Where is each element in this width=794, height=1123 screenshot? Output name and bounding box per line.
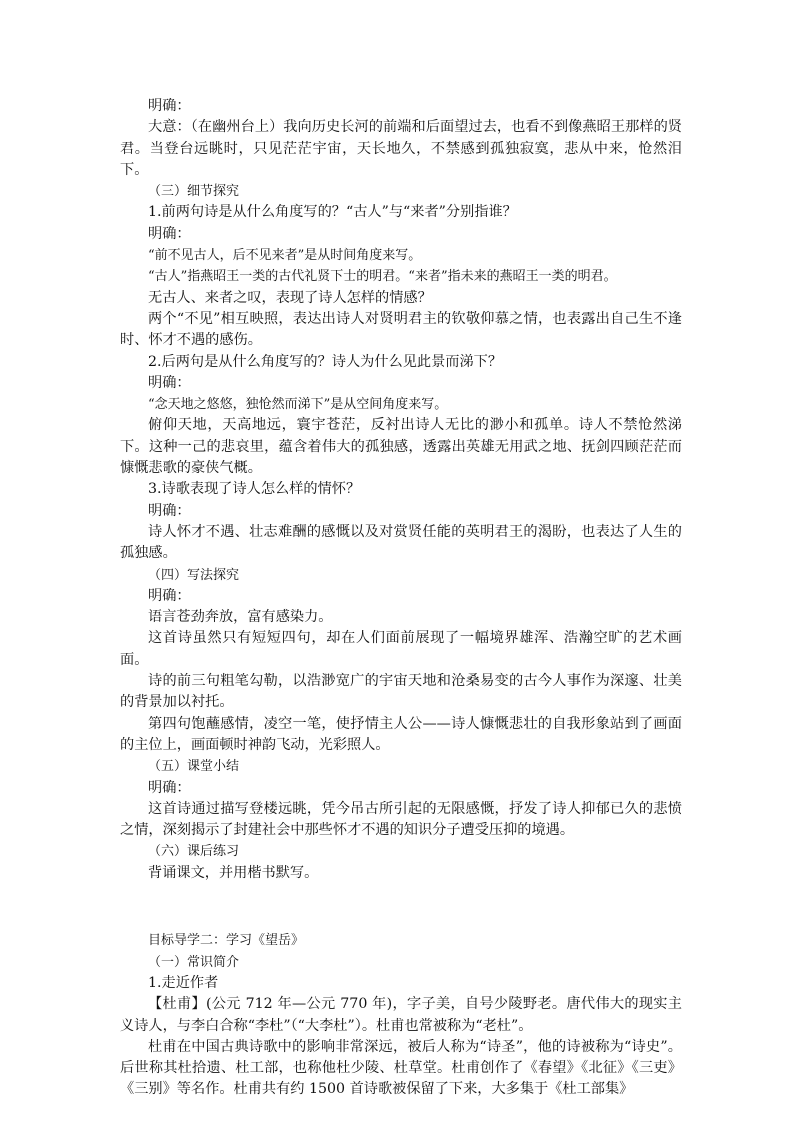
paragraph: 两个“不见”相互映照，表达出诗人对贤明君主的钦敬仰慕之情，也表露出自己生不逢时、怀才不遇的感伤。 <box>120 310 682 349</box>
paragraph: 杜甫在中国古典诗歌中的影响非常深远，被后人称为“诗圣”，他的诗被称为“诗史”。后世称其杜拾遗、杜工部，也称他杜少陵、杜草堂。杜甫创作了《春望》《北征》《三吏》《三别》等名作。杜甫共有约 1500 首诗歌被保留了下来，大多集于《杜工部集》 <box>120 1038 682 1098</box>
paragraph: 第四句饱蘸感情，凌空一笔，使抒情主人公——诗人慷慨悲壮的自我形象站到了画面的主位上，画面顿时神韵飞动，光彩照人。 <box>120 715 682 753</box>
paragraph: 背诵课文，并用楷书默写。 <box>148 864 319 881</box>
paragraph: 明确： <box>148 587 191 604</box>
paragraph: 明确： <box>148 779 191 796</box>
paragraph: 无古人、来者之叹，表现了诗人怎样的情感？ <box>148 289 432 306</box>
paragraph: “念天地之悠悠，独怆然而涕下”是从空间角度来写。 <box>148 397 448 413</box>
paragraph: “前不见古人，后不见来者”是从时间角度来写。 <box>148 248 422 264</box>
paragraph: 明确： <box>148 502 191 519</box>
paragraph: 语言苍劲奔放，富有感染力。 <box>148 609 333 626</box>
paragraph: 3.诗歌表现了诗人怎么样的情怀？ <box>148 481 361 498</box>
paragraph: 大意：（在幽州台上）我向历史长河的前端和后面望过去，也看不到像燕昭王那样的贤君。当登台远眺时，只见茫茫宇宙，天长地久，不禁感到孤独寂寞，悲从中来，怆然泪下。 <box>120 119 682 178</box>
paragraph: （五）课堂小结 <box>148 759 240 775</box>
paragraph: （四）写法探究 <box>148 567 240 583</box>
paragraph: 明确： <box>148 98 191 114</box>
paragraph: 俯仰天地，天高地远，寰宇苍茫，反衬出诗人无比的渺小和孤单。诗人不禁怆然涕下。这种一己的悲哀里，蕴含着伟大的孤独感，透露出英雄无用武之地、抚剑四顾茫茫而慷慨悲歌的豪侠气概。 <box>120 417 682 477</box>
paragraph: 【杜甫】(公元 712 年—公元 770 年)，字子美，自号少陵野老。唐代伟大的现实主义诗人，与李白合称“李杜”（“大李杜”）。杜甫也常被称为“老杜”。 <box>120 996 682 1034</box>
paragraph: 诗的前三句粗笔勾勒，以浩渺宽广的宇宙天地和沧桑易变的古今人事作为深邃、壮美的背景加以衬托。 <box>120 673 682 711</box>
paragraph: 1.前两句诗是从什么角度写的？“古人”与“来者”分别指谁？ <box>148 204 517 221</box>
paragraph: （六）课后练习 <box>148 844 240 860</box>
paragraph: 1.走近作者 <box>148 974 219 991</box>
paragraph: （一）常识简介 <box>148 954 240 970</box>
paragraph: 这首诗虽然只有短短四句，却在人们面前展现了一幅境界雄浑、浩瀚空旷的艺术画面。 <box>120 630 682 668</box>
paragraph: 目标导学二：学习《望岳》 <box>148 933 305 949</box>
paragraph: “古人”指燕昭王一类的古代礼贤下士的明君。“来者”指未来的燕昭王一类的明君。 <box>148 269 617 285</box>
paragraph: （三）细节探究 <box>148 184 240 200</box>
paragraph: 明确： <box>148 374 191 391</box>
paragraph: 明确： <box>148 225 191 242</box>
document-body <box>120 96 682 1101</box>
paragraph: 2.后两句是从什么角度写的？诗人为什么见此景而涕下？ <box>148 353 503 370</box>
paragraph: 诗人怀才不遇、壮志难酬的感慨以及对赏贤任能的英明君王的渴盼，也表达了人生的孤独感。 <box>120 523 682 562</box>
paragraph: 这首诗通过描写登楼远眺，凭今吊古所引起的无限感慨，抒发了诗人抑郁已久的悲愤之情，深刻揭示了封建社会中那些怀才不遇的知识分子遭受压抑的境遇。 <box>120 800 682 839</box>
paragraph-spacer <box>120 898 682 916</box>
